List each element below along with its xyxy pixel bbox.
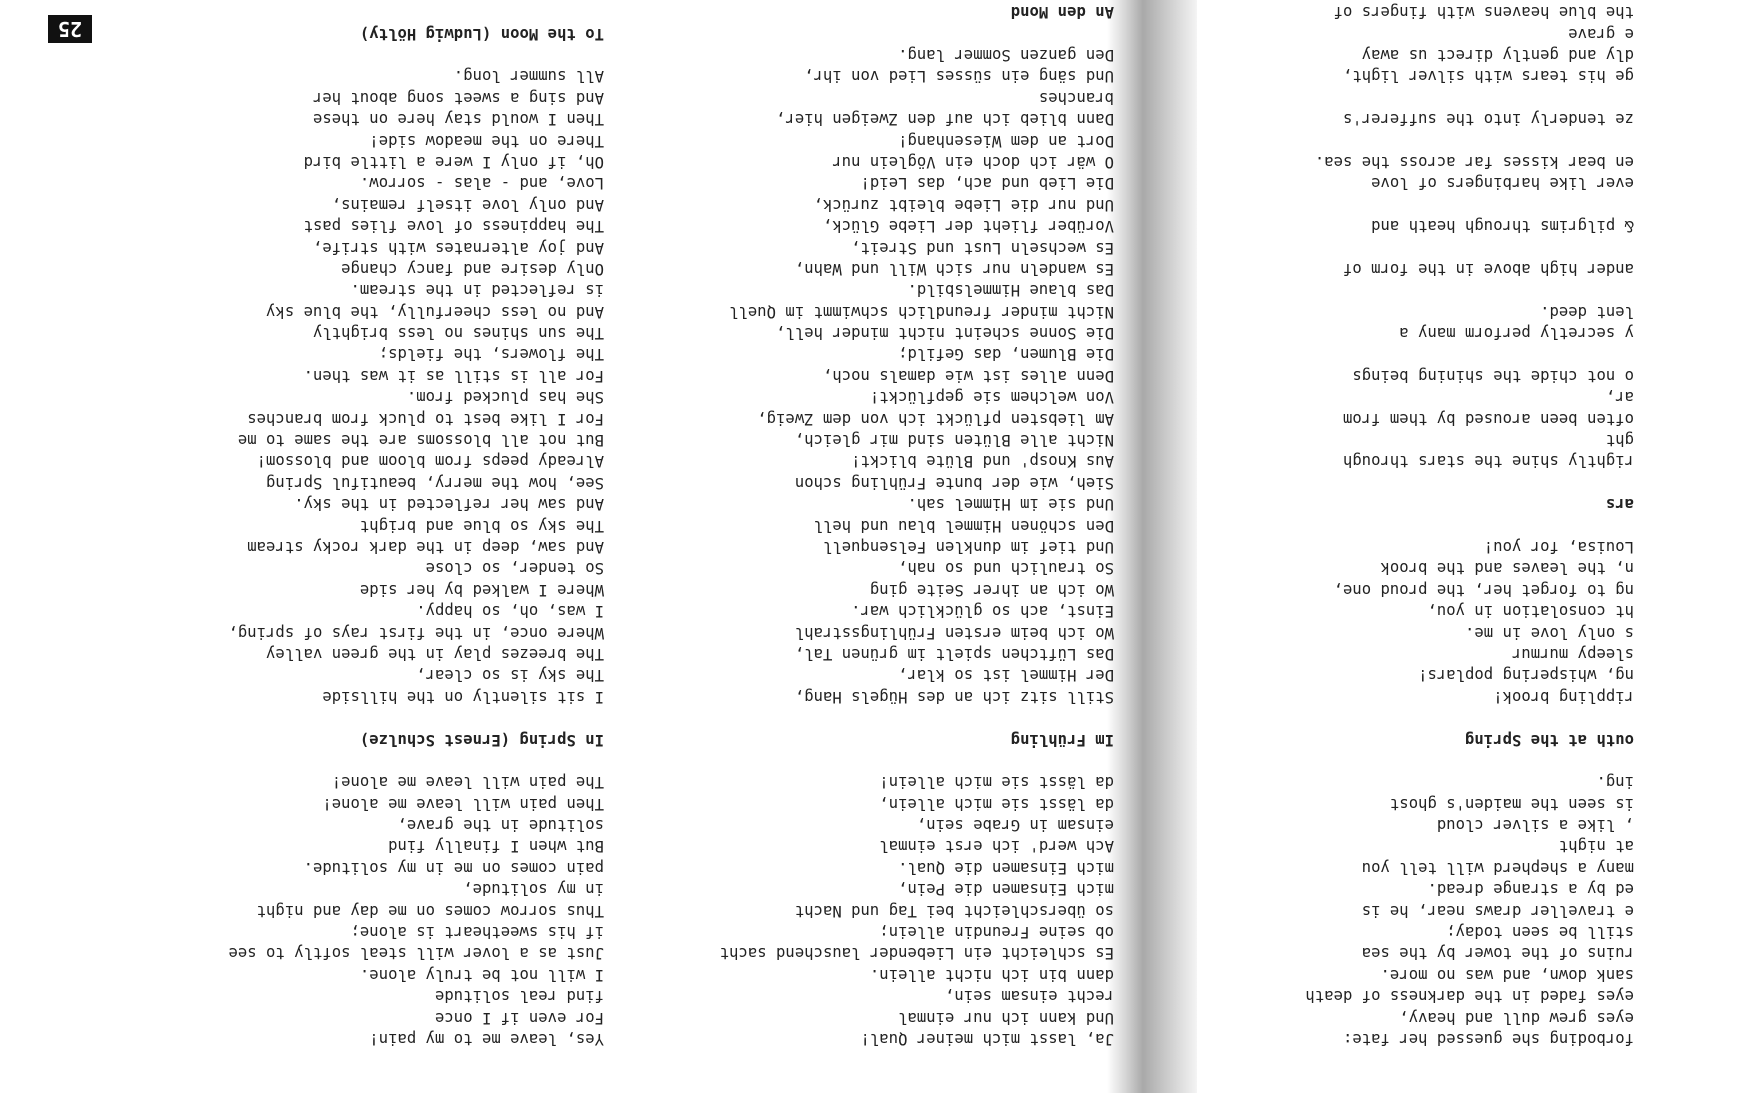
text-line: many a shepherd will tell you	[1361, 858, 1634, 877]
translation-line: The pain will leave me alone!	[331, 773, 604, 792]
lyric-line: Nicht minder freundlich schwimmt im Quell	[729, 302, 1114, 321]
lyric-line: Und kann ich nur einmal	[898, 1008, 1114, 1027]
translation-line: And joy alternates with strife,	[312, 238, 604, 257]
translation-line: See, how the merry, beautiful Spring	[266, 473, 604, 492]
translation-line: is reflected in the stream.	[350, 281, 604, 300]
lyric-line: Am liebsten pflückt ich von dem Zweig,	[757, 409, 1114, 428]
lyric-line: Es wechseln Lust und Streit,	[851, 238, 1114, 257]
lyric-line: So traulich und so nah,	[898, 559, 1114, 578]
lyric-line: Und tief im dunklen Felsenquell	[822, 538, 1114, 557]
lyric-line: Ach werd' ich erst einmal	[879, 837, 1114, 856]
lyric-line: Den ganzen Sommer lang.	[898, 46, 1114, 65]
translation-line: Oh, if only I were a little bird	[303, 152, 604, 171]
text-line: Louisa, for you!	[1483, 538, 1634, 557]
lyric-line: ob seine Freundin allein;	[879, 923, 1114, 942]
translation-line: The happiness of love flies past	[303, 217, 604, 236]
text-line: , like a silver cloud	[1436, 816, 1634, 835]
text-line: n, the leaves and the brook	[1380, 559, 1634, 578]
translation-line: Where once, in the first rays of spring,	[228, 623, 604, 642]
translation-line: Love, and - alas - sorrow.	[359, 174, 604, 193]
lyric-line: Denn alles ist wie damals noch,	[822, 366, 1114, 385]
lyric-line: Dann blieb ich auf den Zweigen hier,	[776, 110, 1114, 129]
lyric-line	[554, 750, 1114, 771]
lyric-line: Vorüber flieht der Liebe Glück,	[822, 217, 1114, 236]
lyric-line: Es schleicht ein Liebender lauschend sacht	[719, 944, 1114, 963]
lyric-line: Die Blumen, das Gefild;	[898, 345, 1114, 364]
lyric-line: Sieh, wie der bunte Frühling schon	[794, 473, 1114, 492]
lyric-line: Wo ich an ihrer Seite ging	[869, 580, 1114, 599]
translation-line	[44, 1, 604, 22]
text-line: ge his tears with silver light,	[1342, 67, 1634, 86]
text-line: ng to forget her, the proud one,	[1333, 580, 1634, 599]
lyric-line: Und säng ein süsses Lied von ihr,	[804, 67, 1114, 86]
lyric-line: Die Sonne scheint nicht minder hell,	[776, 324, 1114, 343]
translation-line: The sky so blue and bright	[359, 516, 604, 535]
translation-line: Already peeps from bloom and blossom!	[256, 452, 604, 471]
poem-title: Im Frühling	[1010, 730, 1114, 749]
text-line: ruins of the tower by the sea	[1361, 944, 1634, 963]
translation-line: But not all blossoms are the same to me	[237, 431, 604, 450]
lyric-line: Nicht alle Blüten sind mir gleich,	[794, 431, 1114, 450]
translation-line	[44, 707, 604, 728]
lyric-line: branches	[1038, 88, 1114, 107]
text-line: ed by a strange dread.	[1427, 880, 1634, 899]
text-line: s only love in me.	[1465, 623, 1634, 642]
translation-line: pain comes on me in my solitude.	[303, 858, 604, 877]
poem-title: To the Moon (Ludwig Hölty)	[359, 24, 604, 43]
lyric-line	[554, 22, 1114, 43]
text-line: ng, whispering poplars!	[1418, 666, 1634, 685]
translation-line: All summer long.	[453, 67, 604, 86]
translation-line: I will not be truly alone.	[359, 965, 604, 984]
lyric-line: so überschleicht bei Tag und Nacht	[794, 901, 1114, 920]
translation-line: And only love itself remains,	[331, 195, 604, 214]
lyric-line: Den schönen Himmel blau und hell	[813, 516, 1114, 535]
translation-line	[44, 0, 604, 1]
translation-line	[44, 44, 604, 65]
text-line: rightly shine the stars through	[1342, 452, 1634, 471]
book-gutter	[1107, 0, 1197, 1093]
text-line: at night	[1558, 837, 1634, 856]
lyric-line: einsam in Grabe sein,	[916, 816, 1114, 835]
text-line: sank down, and was no more.	[1380, 965, 1634, 984]
translation-line	[44, 750, 604, 771]
poem-title: ars	[1605, 495, 1634, 514]
translation-line: She has plucked from.	[406, 388, 604, 407]
lyric-line: Von welchem sie gepflückt!	[869, 388, 1114, 407]
german-lyrics-column	[554, 0, 1114, 1049]
text-line: ze tenderly into the sufferer's	[1342, 110, 1634, 129]
poem-title: An den Mond	[1010, 3, 1114, 22]
text-line: ing.	[1596, 773, 1634, 792]
text-line: dly and gently direct us away	[1361, 46, 1634, 65]
text-line: en bear kisses far across the sea.	[1314, 152, 1634, 171]
text-line: y secretly perform many a	[1399, 324, 1634, 343]
lyric-line: da lässt sie mich allein!	[879, 773, 1114, 792]
translation-line: I sit silently on the hillside	[322, 687, 604, 706]
text-line: & pilgrims through heath and	[1371, 217, 1634, 236]
text-line: sleepy murmur	[1511, 644, 1634, 663]
translation-line: And no less cheerfully, the blue sky	[266, 302, 604, 321]
lyric-line: Und sie im Himmel sah.	[907, 495, 1114, 514]
text-line: lent deed.	[1540, 302, 1634, 321]
text-line: still be seen today;	[1446, 923, 1634, 942]
text-line: rippling brook!	[1493, 687, 1634, 706]
page-number: 25	[48, 15, 92, 43]
lyric-line: Dort an dem Wiesenhang!	[898, 131, 1114, 150]
lyric-line: Und nur die Liebe bleibt zurück,	[813, 195, 1114, 214]
translation-line: The sky is so clear,	[416, 666, 604, 685]
text-line: eyes faded in the darkness of death	[1305, 987, 1634, 1006]
translation-line: And sing a sweet song about her	[312, 88, 604, 107]
translation-line: find real solitude	[435, 987, 604, 1006]
lyric-line: Die Lieb und ach, das Leid!	[860, 174, 1114, 193]
lyric-line: Es wandeln nur sich Will und Wahn,	[794, 259, 1114, 278]
translation-line: I was, oh, so happy.	[416, 602, 604, 621]
lyric-line: Ja, lasst mich meiner Qual!	[860, 1030, 1114, 1048]
lyric-line: dann bin ich nicht allein.	[869, 965, 1114, 984]
lyric-line: Das Lüftchen spielt im grünen Tal,	[794, 644, 1114, 663]
text-line: the blue heavens with fingers of	[1333, 3, 1634, 22]
translation-line: There on the meadow side!	[369, 131, 604, 150]
translation-line: And saw her reflected in the sky.	[294, 495, 604, 514]
translation-line: Where I walked by her side	[359, 580, 604, 599]
text-line: ever like harbingers of love	[1371, 174, 1634, 193]
translation-line: For all is still as it was then.	[303, 366, 604, 385]
translation-line: if his sweetheart is alone;	[350, 923, 604, 942]
translation-line: Yes, leave me to my pain!	[369, 1030, 604, 1048]
translation-line: Just as a lover will steal softly to see	[228, 944, 604, 963]
translation-line: The breezes play in the green valley	[266, 644, 604, 663]
english-translation-column	[44, 0, 604, 1049]
lyric-line	[554, 707, 1114, 728]
lyric-line: recht einsam sein,	[945, 987, 1114, 1006]
lyric-line: da lässt sie mich allein,	[879, 794, 1114, 813]
text-line: ar,	[1605, 388, 1634, 407]
translation-line: But when I finally find	[388, 837, 604, 856]
lyric-line: mich Einsamen die Pein,	[898, 880, 1114, 899]
translation-line: Then I would stay here on these	[312, 110, 604, 129]
translation-line: For even if I once	[435, 1008, 604, 1027]
translation-line: solitude in the grave,	[397, 816, 604, 835]
lyric-line: Einst, ach so glücklich war.	[851, 602, 1114, 621]
lyric-line: Wo ich beim ersten Frühlingsstrahl	[794, 623, 1114, 642]
translation-line: The flowers, the fields;	[378, 345, 604, 364]
text-line: ander high above in the form of	[1342, 259, 1634, 278]
lyric-line: O wär ich doch ein Vöglein nur	[832, 152, 1114, 171]
text-line: eyes grew dull and heavy,	[1399, 1008, 1634, 1027]
translation-line: Then pain will leave me alone!	[322, 794, 604, 813]
text-line: o not chide the shining beings	[1352, 366, 1634, 385]
translation-line: in my solitude,	[463, 880, 604, 899]
translation-line: So tender, so close	[425, 559, 604, 578]
text-line: often been aroused by them from	[1342, 409, 1634, 428]
lyric-line: Still sitz ich an des Hügels Hang,	[794, 687, 1114, 706]
translation-line: Only desire and fancy change	[341, 259, 604, 278]
translation-line: And saw, deep in the dark rocky stream	[247, 538, 604, 557]
text-line: e traveller draws near, he is	[1361, 901, 1634, 920]
text-line: e grave	[1568, 24, 1634, 43]
lyric-line: mich Einsamen die Qual.	[898, 858, 1114, 877]
lyric-line: Der Himmel ist so klar,	[898, 666, 1114, 685]
text-line: forboding she guessed her fate:	[1342, 1030, 1634, 1048]
lyric-line: Aus Knosp' und Blüte blickt!	[851, 452, 1114, 471]
translation-line: Thus sorrow comes on me day and night	[256, 901, 604, 920]
translation-line: For I like best to pluck from branches	[247, 409, 604, 428]
poem-title: In Spring (Ernest Schulze)	[359, 730, 604, 749]
translation-line: The sun shines no less brightly	[312, 324, 604, 343]
text-line: is seen the maiden's ghost	[1389, 794, 1634, 813]
lyric-line: Das blaue Himmelsbild.	[907, 281, 1114, 300]
poem-title: outh at the Spring	[1465, 730, 1634, 749]
text-line: ht consolation in you,	[1427, 602, 1634, 621]
text-line: ght	[1605, 431, 1634, 450]
